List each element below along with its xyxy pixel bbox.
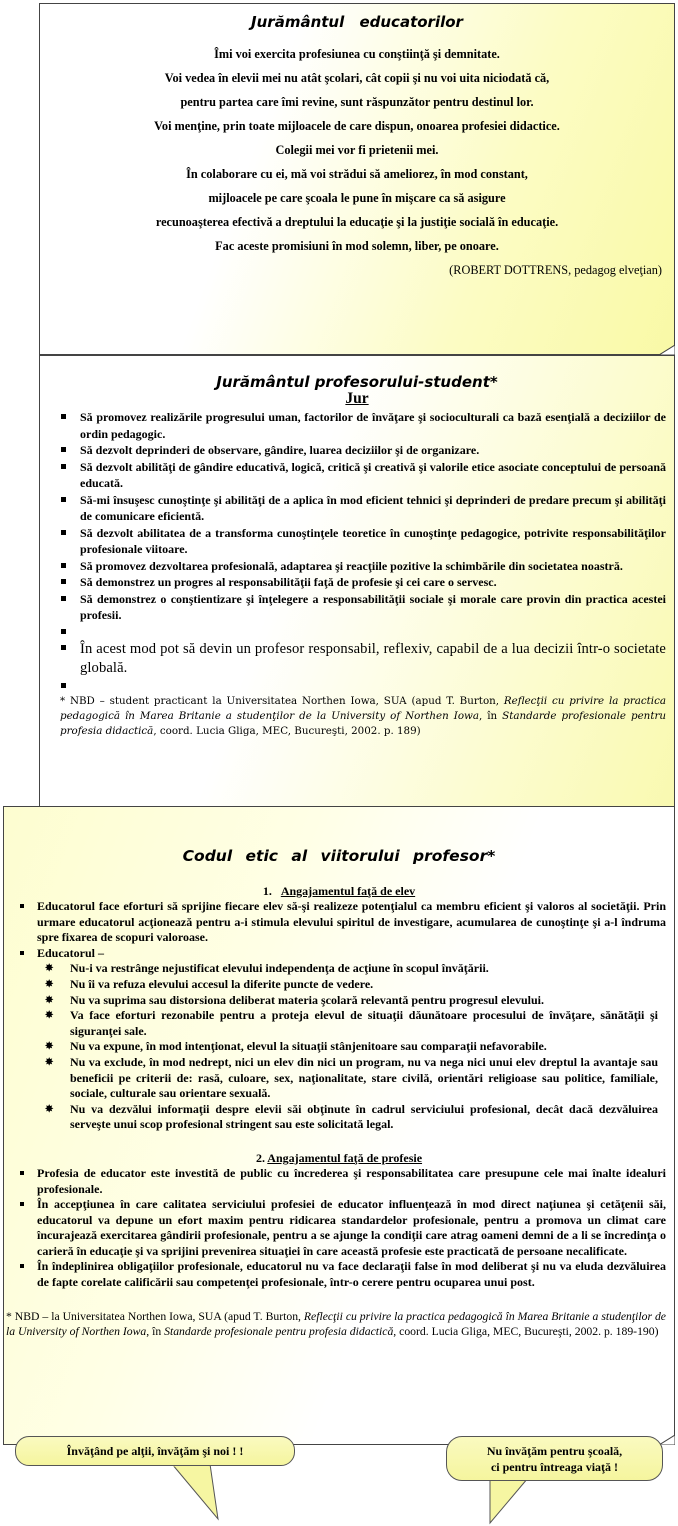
oath-educators-title: Jurământul educatorilor [251, 13, 463, 31]
section-number: 1. [262, 884, 272, 898]
oath-line: recunoaşterea efectivă a dreptului la educaţie şi la justiţie socială în educaţie. [155, 215, 559, 229]
empty-list-item [80, 678, 674, 694]
list-item [37, 946, 674, 1133]
footnote-text: , în [146, 1325, 165, 1339]
sub-list-item: ✸ Nu va dezvălui informaţii despre elevii săi obţinute în cadrul serviciului profesional, decât dacă dezvăluirea serveşte unui scop profesional stringent sau este solicitată legal. [70, 1102, 666, 1133]
footnote-italic: Reflecţii cu privire la practica pedagogică în Marea Britanie a studenţilor de la University of Northen Iowa [60, 694, 666, 722]
oath-line: În colaborare cu ei, mă voi strădui să ameliorez, în mod constant, [186, 167, 528, 181]
section-title: Angajamentul faţă de profesie [267, 1150, 423, 1165]
list-item: În îndeplinirea obligaţiilor profesionale, educatorul nu va face declaraţii false în mod deliberat şi nu va eluda dezvăluirea de fapte corelate calificării sau competenţei profesionale, într-o cerere pentru ocuparea unui post. [37, 1259, 674, 1290]
footnote-italic: Reflecţii cu privire la practica pedagogică în Marea Britanie a studenţilor de la University of Northen Iowa [6, 1309, 666, 1339]
footnote-text: * NBD – student practicant la Universitatea Northen Iowa, SUA (apud T. Burton, [60, 694, 504, 707]
list-item: Să promovez realizările progresului uman, factorilor de învăţare şi socioculturali ca bază esenţială a deciziilor de ordin pedagogic. [80, 409, 674, 442]
list-item-final: În acest mod pot să devin un profesor responsabil, reflexiv, capabil de a lua decizii într-o societate globală. [80, 640, 674, 678]
list-item-text: Educatorul – [37, 945, 105, 960]
list-item: Profesia de educator este investită de public cu încrederea şi responsabilitatea care presupune cele mai înalte idealuri profesionale. [37, 1166, 674, 1197]
section2-list [4, 1166, 674, 1291]
callout-right [446, 1436, 663, 1481]
student-oath-box [39, 355, 675, 807]
student-oath-subtitle: Jur [345, 390, 369, 407]
oath-line: Voi vedea în elevii mei nu atât şcolari, cât copii şi nu voi uita niciodată că, [164, 71, 550, 85]
sub-list-item: ✸ Nu-i va restrânge nejustificat elevului independenţa de acţiune în scopul învăţării. [70, 961, 666, 977]
oath-author: (ROBERT DOTTRENS, pedagog elveţian) [449, 263, 662, 277]
ethics-code-box [3, 806, 675, 1445]
list-item: Să promovez dezvoltarea profesională, adaptarea şi reacţiile pozitive la schimbările din societatea noastră. [80, 558, 674, 575]
list-item: Educatorul face eforturi să sprijine fiecare elev să-şi realizeze potenţialul ca membru eficient şi valoros al societăţii. Prin urmare educatorul acţionează pentru a-i stimula elevului spiritul de investigare, acumularea de cunoştinţe şi a-l îndruma spre fixarea de scopuri valoroase. [37, 899, 674, 946]
callout-text: Nu învăţăm pentru şcoală, [486, 1444, 623, 1458]
student-oath-footnote [40, 694, 674, 739]
callout-left [15, 1436, 295, 1466]
footnote-italic: Standarde profesionale pentru profesia didactică [60, 709, 667, 737]
section1-list [4, 899, 674, 1133]
list-item: În accepţiunea în care calitatea serviciului profesiei de educator influenţează în mod direct naţiunea şi cetăţenii săi, educatorul va depune un efort maxim pentru ridicarea standardelor profesionale, pentru a promova un climat care încurajează exercitarea gândirii profesionale, pentru a se ajunge la condiţii care atrag oameni demni de a li se încredinţa o carieră în educaţie şi va sprijini prevenirea situaţiei în care această profesie este practicată de persoane necalificate. [37, 1197, 674, 1259]
ethics-code-title: Codul etic al viitorului profesor* [182, 847, 496, 865]
student-oath-title: Jurământul profesorului-student* [216, 373, 498, 391]
oath-line: Colegii mei vor fi prietenii mei. [275, 143, 439, 157]
sub-list-item: ✸ Nu va exclude, în mod nedrept, nici un elev din nici un program, nu va nega nici unui elev dreptul la avantaje sau beneficii pe criterii de: rasă, culoare, sex, naţionalitate, stare civilă, orientări religioase sau politice, familiale, sociale, culturale sau orientare sexuală. [70, 1055, 666, 1102]
list-item: Să demonstrez o conştientizare şi înţelegere a responsabilităţii sociale şi morale care provin din practica acestei profesii. [80, 591, 674, 624]
footnote-text: , coord. Lucia Gliga, MEC, Bucureşti, 2002. p. 189-190) [393, 1325, 659, 1339]
oath-educators-box [39, 3, 675, 355]
footnote-italic: Standarde profesionale pentru profesia didactică [164, 1325, 394, 1339]
oath-line: pentru partea care îmi revine, sunt răspunzător pentru destinul lor. [180, 95, 534, 109]
sub-list-item: ✸ Nu îi va refuza elevului accesul la diferite puncte de vedere. [70, 977, 666, 993]
oath-line: mijloacele pe care şcoala le pune în mişcare ca să asigure [208, 191, 506, 205]
list-item: Să dezvolt abilităţi de gândire educativă, logică, critică şi creativă şi valorile etice asociate conceptului de persoană educată. [80, 459, 674, 492]
list-item: Să-mi însuşesc cunoştinţe şi abilităţi de a aplica în mod eficient tehnici şi deprinderi de predare precum şi abilităţi de comunicare eficientă. [80, 492, 674, 525]
list-item: Să dezvolt deprinderi de observare, gândire, luarea deciziilor şi de organizare. [80, 442, 674, 459]
section-heading-profession [4, 1150, 674, 1166]
oath-educators-text [40, 42, 674, 282]
oath-line: Îmi voi exercita profesiunea cu conştiinţă şi demnitate. [214, 47, 500, 61]
callout-tail-icon [488, 1476, 548, 1526]
section-heading-student [4, 883, 674, 899]
footnote-text: , în [479, 709, 503, 722]
list-item: Să dezvolt abilitatea de a transforma cunoştinţele teoretice în cunoştinţe pedagogice, potrivite responsabilităţilor profesionale viitoare. [80, 525, 674, 558]
list-item: Să demonstrez un progres al responsabilităţii faţă de profesie şi cei care o servesc. [80, 574, 674, 591]
empty-list-item [80, 624, 674, 640]
folded-corner-icon [659, 345, 675, 355]
section1-sublist [37, 961, 666, 1133]
footnote-text: , coord. Lucia Gliga, MEC, Bucureşti, 2002. p. 189) [153, 724, 421, 737]
sub-list-item: ✸ Nu va expune, în mod intenţionat, elevul la situaţii stânjenitoare sau comparaţii nefavorabile. [70, 1039, 666, 1055]
ethics-code-footnote [4, 1309, 674, 1340]
student-oath-list [40, 409, 674, 694]
callout-tail-icon [170, 1462, 230, 1522]
oath-line: Fac aceste promisiuni în mod solemn, liber, pe onoare. [215, 239, 499, 253]
sub-list-item: ✸ Va face eforturi rezonabile pentru a proteja elevul de situaţii dăunătoare procesului de învăţare, sănătăţii şi siguranţei sale. [70, 1008, 666, 1039]
callout-text: ci pentru întreaga viaţă ! [490, 1460, 619, 1474]
oath-line: Voi menţine, prin toate mijloacele de care dispun, onoarea profesiei didactice. [154, 119, 560, 133]
section-title: Angajamentul faţă de elev [280, 884, 416, 898]
section-number: 2. [255, 1150, 265, 1165]
footnote-text: * NBD – la Universitatea Northen Iowa, SUA (apud T. Burton, [6, 1309, 304, 1323]
callout-text: Învăţând pe alţii, învăţăm şi noi ! ! [66, 1444, 244, 1458]
sub-list-item: ✸ Nu va suprima sau distorsiona deliberat materia şcolară relevantă pentru progresul elevului. [70, 993, 666, 1009]
